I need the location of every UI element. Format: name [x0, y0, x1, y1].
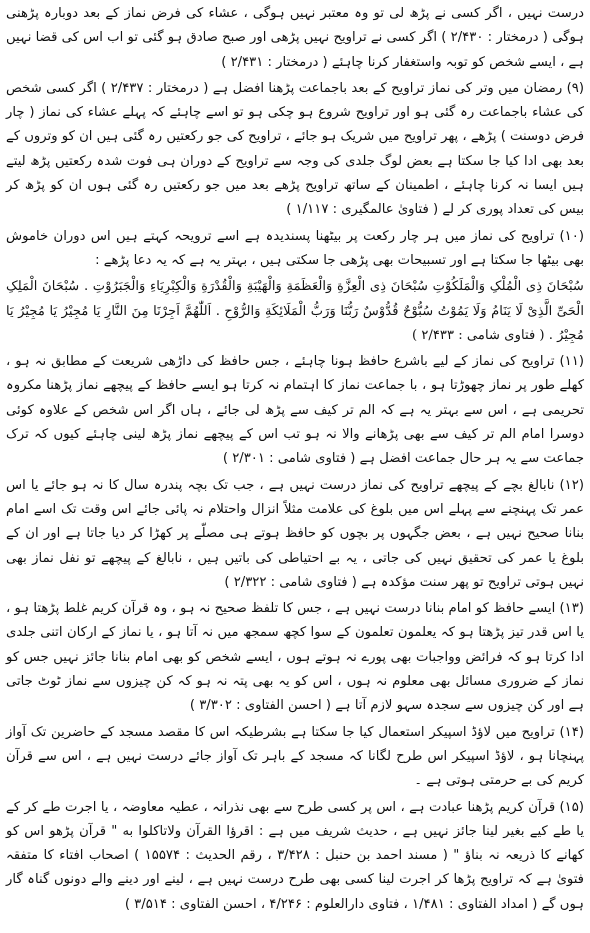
paragraph-intro: درست نہیں ، اگر کسی نے پڑھ لی تو وہ معتبر نہیں ہوگی ، عشاء کی فرض نماز کے بعد دوبارہ پڑھنی ہوگی ( درمختار : ۲/۴۳۰ ) اگر کسی نے تراویح نہیں پڑھی اور صبح صادق ہو گئی تو اب اس کی قضا نہیں ہے ، ایسے شخص کو توبہ واستغفار کرنا چاہئے ( درمختار : ۲/۴۳۱ ) — [6, 6, 584, 70]
paragraph-14: (۱۴) تراویح میں لاؤڈ اسپیکر استعمال کیا جا سکتا ہے بشرطیکہ اس کا مقصد مسجد کے حاضرین تک آواز پہنچانا ہو ، لاؤڈ اسپیکر اس طرح لگانا کہ مسجد کے باہر تک آواز جائے درست نہیں ہے ، اس سے قرآن کریم کی بے حرمتی ہوتی ہے ۔ — [6, 724, 584, 789]
paragraph-10: (۱۰) تراویح کی نماز میں ہر چار رکعت پر بیٹھنا پسندیدہ ہے اسے ترویحہ کہتے ہیں اس دوران خاموش بھی بیٹھا جا سکتا ہے اور تسبیحات بھی پڑھی جا سکتی ہیں ، بہتر یہ ہے کہ یہ دعا پڑھے : — [6, 228, 584, 268]
paragraph-13: (۱۳) ایسے حافظ کو امام بنانا درست نہیں ہے ، جس کا تلفظ صحیح نہ ہو ، وہ قرآن کریم غلط پڑھتا ہو ، یا اس قدر تیز پڑھتا ہو کہ یعلمون تعلمون کے سوا کچھ سمجھ میں نہ آتا ہو ، یا نماز کے ارکان اتنی جلدی ادا کرتا ہو کہ فرائض وواجبات بھی پورے نہ ہوتے ہوں ، ایسے شخص کو بھی امام بنانا جائز نہیں جس کو نماز کے ضروری مسائل بھی معلوم نہ ہوں ، اس کو یہ بھی پتہ نہ ہو کہ کن چیزوں سے نماز ٹوٹ جاتی ہے اور کن چیزوں سے سجدہ سہو لازم آتا ہے ( احسن الفتاوی : ۳/۳۰۲ ) — [6, 601, 584, 714]
paragraph-10-dua: سُبْحَانَ ذِی الْمُلْکِ وَالْمَلَکُوْتِ سُبْحَانَ ذِی الْعِزَّةِ وَالْعَظَمَةِ وَالْهَیْبَةِ وَالْقُدْرَةِ وَالْکِبْرِیَاءِ وَالْجَبَرُوْتِ . سُبْحَانَ الْمَلِکِ الْحَیِّ الَّذِیْ لَا یَنَامُ وَلَا یَمُوْتُ سُبُّوْحٌ قُدُّوْسٌ رَبُّنَا وَرَبُّ الْمَلَائِکَةِ وَالرُّوْحِ . اَللّٰهُمَّ اَجِرْنَا مِنَ النَّارِ یَا مُجِیْرُ یَا مُجِیْرُ یَا مُجِیْرُ . ( فتاوی شامی : ۲/۴۳۳ ) — [6, 279, 584, 343]
paragraph-15: (۱۵) قرآن کریم پڑھنا عبادت ہے ، اس پر کسی طرح سے بھی نذرانہ ، عطیہ معاوضہ ، یا اجرت طے کر کے یا طے کیے بغیر لینا جائز نہیں ہے ، حدیث شریف میں ہے : اقرؤا القرآن ولاتاکلوا به " قرآن پڑھو اس کو کھانے کا ذریعہ نہ بناؤ " ( مسند احمد بن حنبل : ۳/۴۲۸ ، رقم الحدیث : ۱۵۵۷۴ ) اصحاب افتاء کا متفقہ فتویٰ ہے کہ تراویح پڑھا کر اجرت لینا کسی بھی طرح درست نہیں ہے ، لینے اور دینے والے دونوں گناہ گار ہوں گے ( امداد الفتاوی : ۱/۴۸۱ ، فتاوی دارالعلوم : ۴/۲۴۶ ، احسن الفتاوی : ۳/۵۱۴ ) — [6, 799, 584, 912]
paragraph-11: (۱۱) تراویح کی نماز کے لیے باشرع حافظ ہونا چاہئے ، جس حافظ کی داڑھی شریعت کے مطابق نہ ہو ، کھلے طور پر نماز چھوڑتا ہو ، با جماعت نماز کا اہتمام نہ کرتا ہو ایسے حافظ کے پیچھے نماز پڑھنا مکروہ تحریمی ہے ، اس سے بہتر یہ ہے کہ الم تر کیف سے پڑھ لی جائے ، ہاں اگر اس شخص کے علاوہ کوئی دوسرا امام الم تر کیف سے بھی پڑھانے والا نہ ہو تب اس کے پیچھے نماز پڑھ لینی چاہئے کیوں کہ ترک جماعت سے یہ ہر حال جماعت افضل ہے ( فتاوی شامی : ۲/۳۰۱ ) — [6, 354, 584, 467]
paragraph-9: (۹) رمضان میں وتر کی نماز تراویح کے بعد باجماعت پڑھنا افضل ہے ( درمختار : ۲/۴۳۷ ) اگر کسی شخص کی عشاء باجماعت رہ گئی ہو اور تراویح شروع ہو چکی ہو تو اسے چاہئے کہ پہلے عشاء کی نماز ( چار فرض دوسنت ) پڑھے ، پھر تراویح میں شریک ہو جائے ، تراویح کی جو رکعتیں رہ گئی ہیں ان کو وتروں کے بعد بھی ادا کیا جا سکتا ہے بعض لوگ جلدی کی وجہ سے تراویح کے دوران ہی فوت شدہ رکعتیں پڑھ لیتے ہیں ایسا نہ کرنا چاہئے ، اطمینان کے ساتھ تراویح پڑھے بعد میں جو رکعتیں رہ گئی ہوں ان کو پڑھ کر بیس کی تعداد پوری کر لے ( فتاویٰ عالمگیری : ۱/۱۱۷ ) — [6, 80, 584, 218]
paragraph-12: (۱۲) نابالغ بچے کے پیچھے تراویح کی نماز درست نہیں ہے ، جب تک بچہ پندرہ سال کا نہ ہو جائے یا اس عمر تک پہنچنے سے پہلے اس میں بلوغ کی علامت مثلاً انزال واحتلام نہ پائی جائے اس وقت تک اسے امام بنانا صحیح نہیں ہے ، بعض جگہوں پر بچوں کو حافظ ہوتے ہی مصلّے پر کھڑا کر دیا جاتا ہے اور ان کے بلوغ یا عمر کی تحقیق نہیں کی جاتی ، یہ بے احتیاطی کی باتیں ہیں ، نابالغ کے پیچھے تو نفل نماز بھی نہیں ہوتی تراویح تو پھر سنت مؤکدہ ہے ( فتاوی شامی : ۲/۳۲۲ ) — [6, 477, 584, 590]
